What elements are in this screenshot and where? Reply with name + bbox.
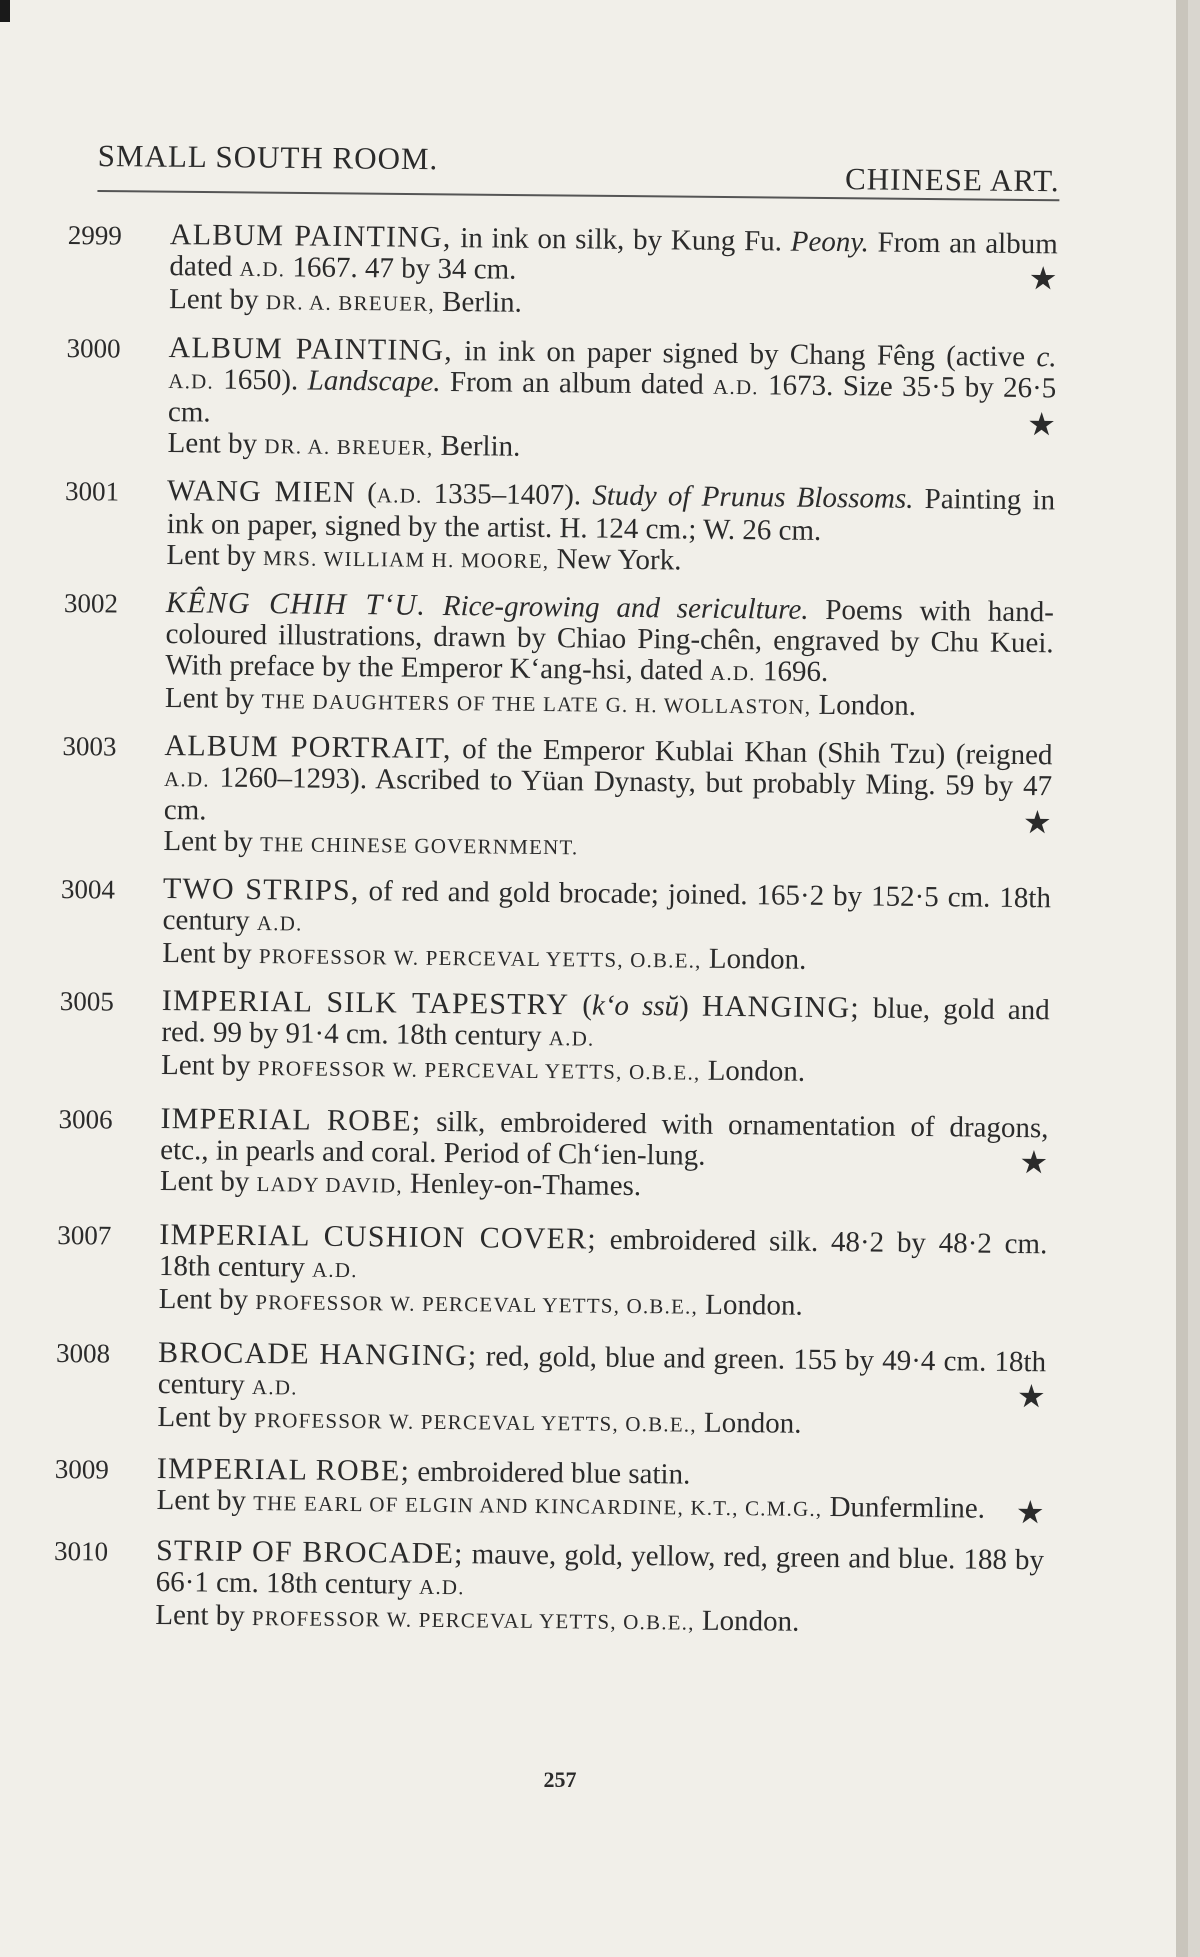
entry-text: in ink on paper signed by Chang Fêng (active	[452, 335, 1037, 374]
entry-body: IMPERIAL SILK TAPESTRY (k‘o ssŭ) HANGING; blue, gold and red. 99 by 91·4 cm. 18th century A.D. Lent by PROFESSOR W. PERCEVAL YETTS, O.B.E., London.	[161, 985, 1050, 1092]
lent-line: Lent by THE EARL OF ELGIN AND KINCARDINE, K.T., C.M.G., Dunfermline. ★	[156, 1483, 1045, 1531]
entry-body: TWO STRIPS, of red and gold brocade; joined. 165·2 by 152·5 cm. 18th century A.D. Lent by PROFESSOR W. PERCEVAL YETTS, O.B.E., London.	[162, 873, 1051, 980]
entry-era: A.D.	[256, 911, 303, 936]
lent-line: Lent by PROFESSOR W. PERCEVAL YETTS, O.B.E., London.	[160, 1049, 806, 1088]
lender-place: New York.	[549, 543, 682, 577]
catalogue-entry	[59, 984, 1050, 1092]
entry-body: ALBUM PAINTING, in ink on paper signed by Chang Fêng (active c. A.D. 1650). Landscape. From an album dated A.D. 1673. Size 35·5 by 26·5 cm. ★ Lent by DR. A. BREUER, Berlin.	[167, 332, 1056, 470]
entry-era: A.D.	[376, 483, 423, 508]
entry-italic: k‘o ssŭ	[591, 989, 680, 1023]
entry-title: TWO STRIPS,	[162, 872, 360, 908]
entry-body: BROCADE HANGING; red, gold, blue and green. 155 by 49·4 cm. 18th century A.D. ★ Lent by PROFESSOR W. PERCEVAL YETTS, O.B.E., London.	[157, 1337, 1046, 1444]
lent-line: Lent by THE CHINESE GOVERNMENT.	[163, 825, 579, 860]
header-section: CHINESE ART.	[844, 161, 1060, 199]
catalogue-entry	[63, 586, 1054, 725]
entry-era: A.D.	[712, 374, 759, 400]
catalogue-entry	[55, 1336, 1046, 1444]
entry-number: 3003	[62, 730, 117, 762]
catalogue-entry	[61, 729, 1052, 868]
entry-text: From an album dated	[169, 226, 1058, 283]
lender-name: THE CHINESE GOVERNMENT.	[259, 832, 579, 860]
header-room: SMALL SOUTH ROOM.	[97, 137, 439, 177]
entry-number: 3007	[57, 1219, 112, 1251]
lent-line: Lent by MRS. WILLIAM H. MOORE, New York.	[166, 539, 682, 577]
running-header	[97, 132, 1060, 205]
entry-number: 3005	[59, 985, 114, 1017]
catalogue-entries	[53, 218, 1058, 1642]
entry-number: 3001	[64, 475, 120, 507]
star-icon: ★	[1016, 1378, 1046, 1415]
entry-body: IMPERIAL ROBE; embroidered blue satin. Lent by THE EARL OF ELGIN AND KINCARDINE, K.T., C.M.G., Dunfermline. ★	[156, 1452, 1045, 1531]
entry-number: 3002	[63, 587, 119, 619]
lender-place: London.	[701, 942, 807, 976]
entry-era: A.D.	[239, 256, 286, 282]
lent-line: Lent by DR. A. BREUER, Berlin.	[168, 283, 523, 319]
page-number: 257	[543, 1767, 577, 1792]
entry-title: IMPERIAL ROBE;	[160, 1102, 422, 1138]
entry-italic: Rice-growing and sericulture.	[425, 589, 809, 626]
catalogue-entry	[60, 872, 1051, 980]
lender-name: PROFESSOR W. PERCEVAL YETTS, O.B.E.,	[258, 944, 702, 973]
entry-title: BROCADE HANGING;	[157, 1336, 478, 1373]
entry-title: KÊNG CHIH T‘U.	[165, 586, 427, 622]
lender-name: THE DAUGHTERS OF THE LATE G. H. WOLLASTON,	[261, 689, 812, 719]
catalogue-entry	[54, 1452, 1045, 1531]
entry-era: A.D.	[709, 660, 756, 686]
lent-line: Lent by PROFESSOR W. PERCEVAL YETTS, O.B.E., London.	[158, 1283, 803, 1322]
entry-body: WANG MIEN (A.D. 1335–1407). Study of Prunus Blossoms. Painting in ink on paper, signed by the artist. H. 124 cm.; W. 26 cm. Lent by MRS. WILLIAM H. MOORE, New York.	[166, 475, 1055, 582]
star-icon: ★	[1028, 260, 1058, 297]
entry-number: 3010	[53, 1535, 109, 1567]
entry-body: KÊNG CHIH T‘U. Rice-growing and sericulture. Poems with hand-coloured illustrations, drawn by Chiao Ping-chên, engraved by Chu Kuei. With preface by the Emperor K‘ang-hsi, dated A.D. 1696. Lent by THE DAUGHTERS OF THE LATE G. H. WOLLASTON, London.	[165, 587, 1054, 725]
entry-body: ALBUM PORTRAIT, of the Emperor Kublai Khan (Shih Tzu) (reigned A.D. 1260–1293). Ascribed to Yüan Dynasty, but probably Ming. 59 by 47 cm. ★ Lent by THE CHINESE GOVERNMENT.	[163, 730, 1052, 868]
entry-title: STRIP OF BROCADE;	[155, 1533, 464, 1571]
lender-place: Berlin.	[433, 429, 521, 463]
entry-era: A.D.	[164, 767, 210, 792]
entry-italic: Study of Prunus Blossoms.	[592, 479, 914, 515]
entry-text: 1667. 47 by 34 cm.	[285, 251, 517, 286]
lender-place: London.	[696, 1406, 802, 1440]
entry-title: ALBUM PORTRAIT,	[164, 729, 452, 766]
entry-body: IMPERIAL CUSHION COVER; embroidered silk. 48·2 by 48·2 cm. 18th century A.D. Lent by PROFESSOR W. PERCEVAL YETTS, O.B.E., London.	[158, 1219, 1047, 1326]
catalogue-entry	[58, 1102, 1049, 1208]
lent-line: Lent by DR. A. BREUER, Berlin.	[167, 427, 521, 463]
entry-number: 3008	[55, 1337, 111, 1369]
entry-italic: Landscape.	[307, 364, 441, 398]
entry-body: STRIP OF BROCADE; mauve, gold, yellow, red, green and blue. 188 by 66·1 cm. 18th century A.D. Lent by PROFESSOR W. PERCEVAL YETTS, O.B.E., London.	[155, 1535, 1044, 1642]
lender-place: London.	[697, 1288, 803, 1322]
lender-name: DR. A. BREUER,	[265, 290, 435, 316]
entry-number: 3009	[54, 1453, 110, 1485]
lender-name: PROFESSOR W. PERCEVAL YETTS, O.B.E.,	[253, 1408, 697, 1437]
lender-name: PROFESSOR W. PERCEVAL YETTS, O.B.E.,	[255, 1290, 699, 1319]
entry-title: HANGING;	[701, 989, 861, 1025]
entry-title: WANG MIEN	[166, 474, 357, 510]
entry-number: 2999	[67, 219, 122, 251]
entry-body: IMPERIAL ROBE; silk, embroidered with ornamentation of dragons, etc., in pearls and coral. Period of Ch‘ien-lung. ★ Lent by LADY DAVID, Henley-on-Thames.	[160, 1103, 1049, 1208]
entry-title: ALBUM PAINTING,	[169, 218, 452, 255]
catalogue-entry	[53, 1534, 1044, 1642]
star-icon: ★	[1027, 406, 1057, 443]
lender-place: London.	[694, 1604, 800, 1638]
entry-title: IMPERIAL ROBE;	[156, 1452, 411, 1488]
lender-name: DR. A. BREUER,	[264, 434, 434, 460]
entry-number: 3004	[60, 873, 116, 905]
entry-title: IMPERIAL CUSHION COVER;	[159, 1218, 598, 1256]
lent-line: Lent by PROFESSOR W. PERCEVAL YETTS, O.B.E., London.	[155, 1598, 800, 1638]
entry-era: A.D.	[418, 1574, 465, 1600]
lender-place: Henley-on-Thames.	[402, 1167, 642, 1203]
entry-text: in ink on silk, by Kung Fu.	[451, 222, 791, 258]
entry-title: ALBUM PAINTING,	[168, 331, 454, 368]
lender-name: PROFESSOR W. PERCEVAL YETTS, O.B.E.,	[257, 1056, 701, 1085]
lender-place: London.	[700, 1054, 806, 1088]
lender-name: MRS. WILLIAM H. MOORE,	[262, 546, 550, 574]
lender-place: London.	[811, 688, 917, 722]
lent-line: Lent by PROFESSOR W. PERCEVAL YETTS, O.B.E., London.	[157, 1401, 802, 1440]
catalogue-entry	[64, 474, 1055, 582]
star-icon: ★	[1015, 1493, 1045, 1531]
page-edge	[1176, 0, 1188, 1957]
corner-mark	[0, 0, 10, 22]
entry-era: A.D.	[311, 1257, 358, 1283]
lender-name: THE EARL OF ELGIN AND KINCARDINE, K.T., C.M.G.,	[253, 1491, 823, 1521]
lender-place: Berlin.	[434, 285, 523, 319]
star-icon: ★	[1019, 1144, 1049, 1181]
lent-line: Lent by LADY DAVID, Henley-on-Thames.	[159, 1165, 642, 1203]
entry-italic: c.	[1036, 341, 1057, 374]
catalogue-entry	[65, 331, 1056, 470]
entry-era: A.D.	[251, 1374, 298, 1400]
entry-era: A.D.	[168, 369, 215, 394]
catalogue-entry	[57, 1218, 1048, 1326]
entry-body	[169, 219, 1058, 326]
entry-number: 3006	[58, 1103, 113, 1135]
entry-italic: Peony.	[790, 225, 869, 259]
lent-line: Lent by THE DAUGHTERS OF THE LATE G. H. WOLLASTON, London.	[164, 682, 917, 722]
lender-name: PROFESSOR W. PERCEVAL YETTS, O.B.E.,	[251, 1606, 695, 1635]
lender-place: Dunfermline.	[822, 1490, 986, 1525]
lender-name: LADY DAVID,	[256, 1172, 403, 1198]
star-icon: ★	[1022, 804, 1052, 841]
lent-line: Lent by PROFESSOR W. PERCEVAL YETTS, O.B.E., London.	[162, 937, 807, 976]
catalogue-entry	[67, 218, 1058, 326]
entry-era: A.D.	[548, 1026, 595, 1051]
entry-title: IMPERIAL SILK TAPESTRY	[161, 984, 570, 1022]
entry-number: 3000	[66, 332, 121, 364]
